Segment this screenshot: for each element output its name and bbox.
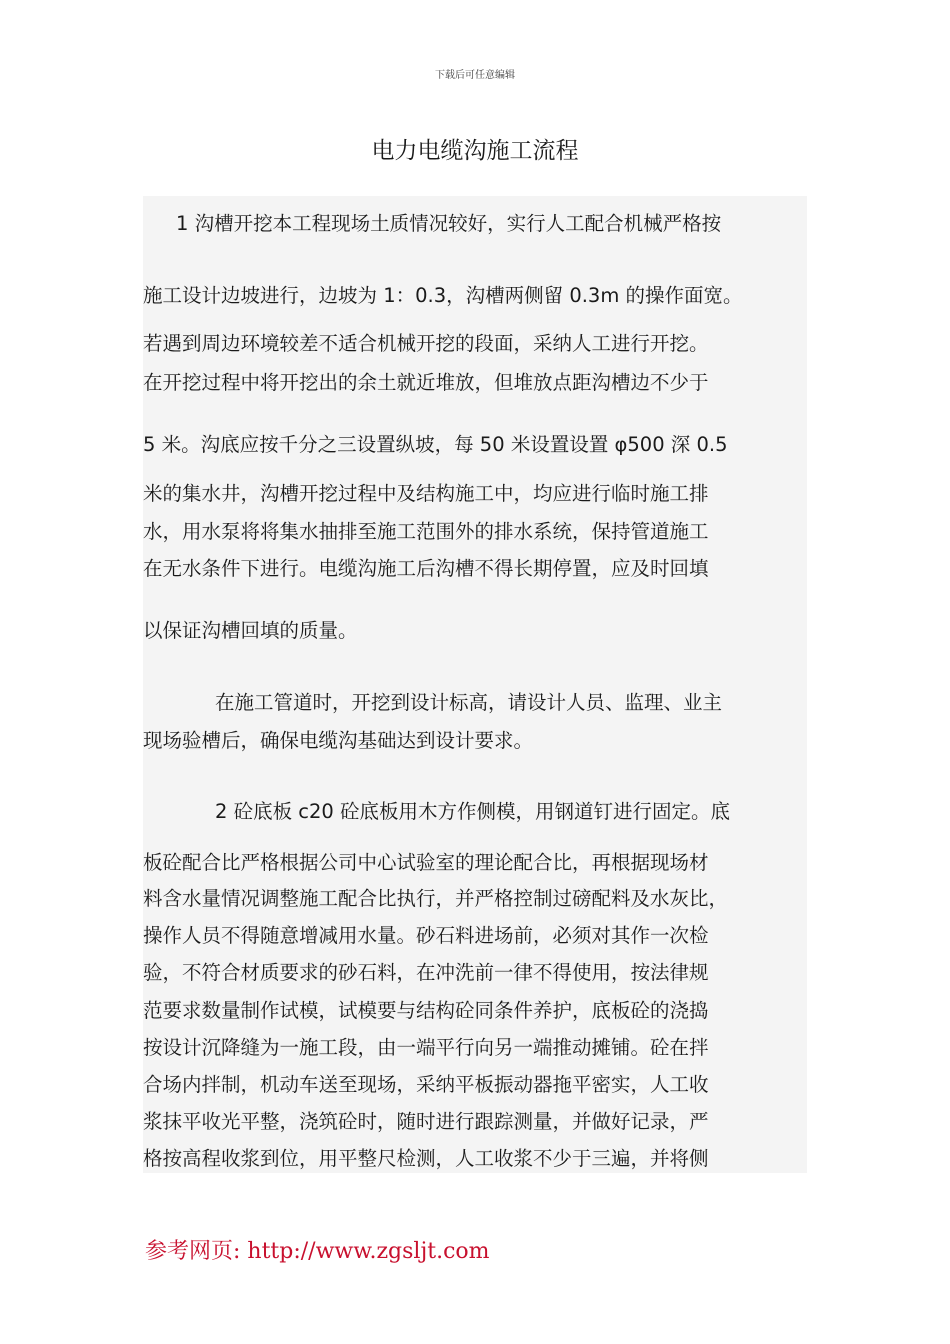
text-line: 合场内拌制，机动车送至现场，采纳平板振动器拖平密实，人工收: [143, 1073, 709, 1096]
text-line: 在施工管道时，开挖到设计标高，请设计人员、监理、业主: [215, 691, 723, 714]
text-line: 按设计沉降缝为一施工段，由一端平行向另一端推动摊铺。砼在拌: [143, 1036, 709, 1059]
text-line: 水，用水泵将将集水抽排至施工范围外的排水系统，保持管道施工: [143, 520, 709, 543]
text-line: 施工设计边坡进行，边坡为 1：0.3，沟槽两侧留 0.3m 的操作面宽。: [143, 284, 743, 307]
text-line: 格按高程收浆到位，用平整尺检测，人工收浆不少于三遍，并将侧: [143, 1147, 709, 1170]
text-line: 若遇到周边环境较差不适合机械开挖的段面，采纳人工进行开挖。: [143, 332, 709, 355]
text-line: 2 砼底板 c20 砼底板用木方作侧模，用钢道钉进行固定。底: [215, 800, 731, 823]
text-line: 在开挖过程中将开挖出的余土就近堆放，但堆放点距沟槽边不少于: [143, 371, 709, 394]
reference-link[interactable]: 参考网页: http://www.zgsljt.com: [145, 1239, 490, 1264]
text-line: 验，不符合材质要求的砂石料，在冲洗前一律不得使用，按法律规: [143, 961, 709, 984]
text-line: 1 沟槽开挖本工程现场土质情况较好，实行人工配合机械严格按: [176, 212, 722, 235]
document-title: 电力电缆沟施工流程: [371, 138, 579, 164]
text-line: 以保证沟槽回填的质量。: [143, 619, 358, 642]
text-line: 料含水量情况调整施工配合比执行，并严格控制过磅配料及水灰比，: [143, 887, 729, 910]
text-line: 操作人员不得随意增减用水量。砂石料进场前，必须对其作一次检: [143, 924, 709, 947]
text-line: 范要求数量制作试模，试模要与结构砼同条件养护，底板砼的浇捣: [143, 999, 709, 1022]
text-line: 浆抹平收光平整，浇筑砼时，随时进行跟踪测量，并做好记录，严: [143, 1110, 709, 1133]
text-line: 在无水条件下进行。电缆沟施工后沟槽不得长期停置，应及时回填: [143, 557, 709, 580]
text-line: 现场验槽后，确保电缆沟基础达到设计要求。: [143, 729, 534, 752]
body-text-block: [143, 196, 807, 1173]
header-note: 下载后可任意编辑: [435, 70, 515, 81]
text-line: 板砼配合比严格根据公司中心试验室的理论配合比，再根据现场材: [143, 851, 709, 874]
text-line: 5 米。沟底应按千分之三设置纵坡，每 50 米设置设置 φ500 深 0.5: [143, 433, 728, 456]
text-line: 米的集水井，沟槽开挖过程中及结构施工中，均应进行临时施工排: [143, 482, 709, 505]
